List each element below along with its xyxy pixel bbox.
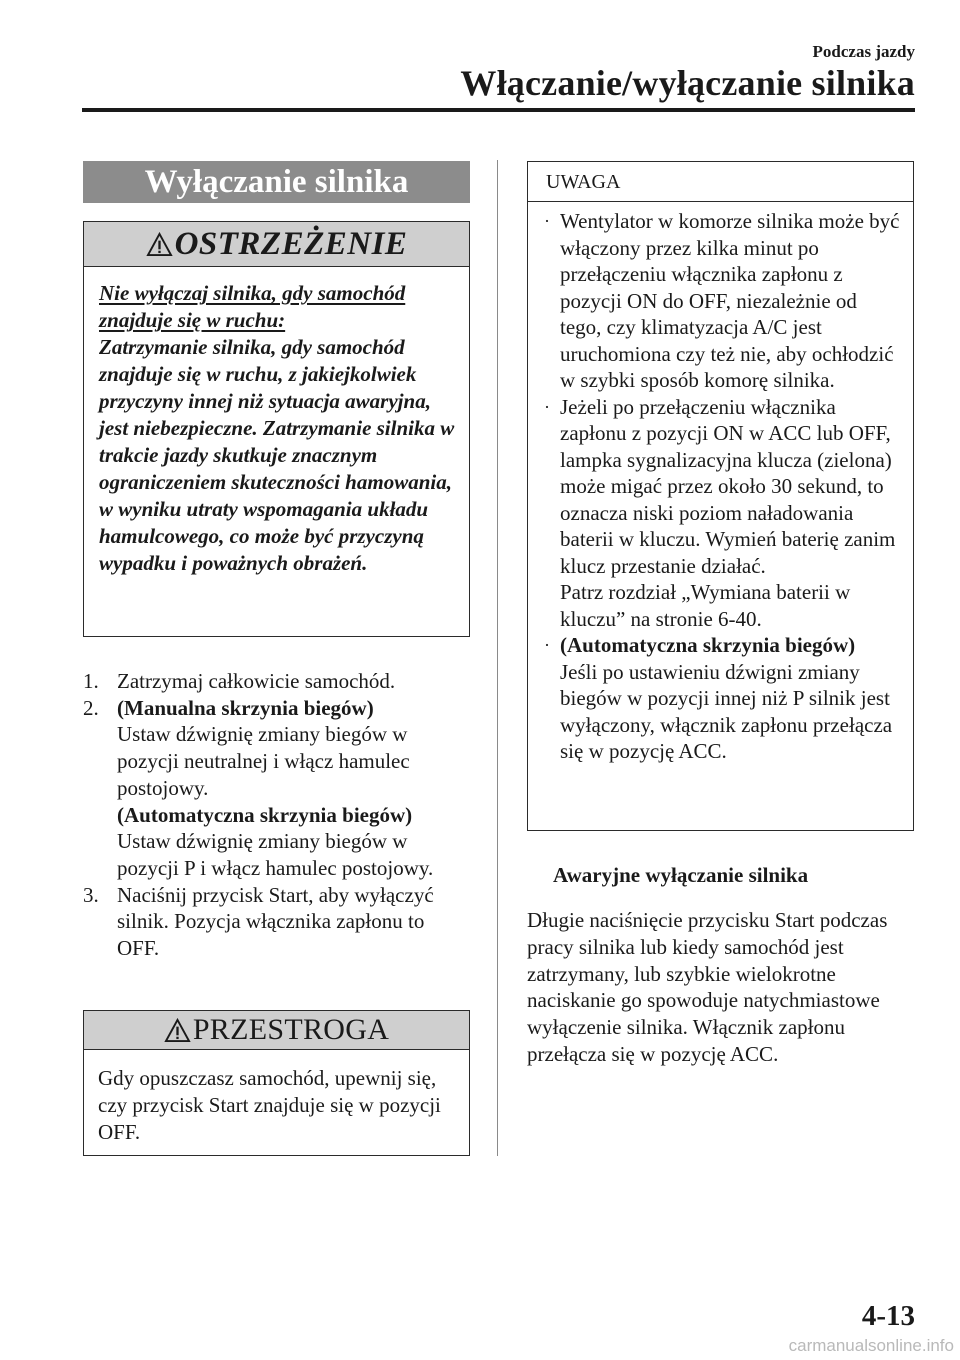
note-item-text: Jeśli po ustawieniu dźwigni zmiany biegów w pozycji innej niż P silnik jest wyłączony, włącznik zapłonu przełącza się w pozycję ACC.	[560, 659, 893, 763]
watermark: carmanualsonline.info	[788, 1336, 954, 1355]
bullet-dot-icon: ·	[544, 211, 550, 231]
warning-lead: Nie wyłączaj silnika, gdy samochód znajduje się w ruchu:	[99, 281, 406, 332]
warning-header	[84, 222, 469, 267]
bullet-dot-icon: ·	[544, 635, 550, 655]
warning-title: OSTRZEŻENIE	[174, 225, 408, 262]
caution-header	[84, 1011, 469, 1050]
warning-text: Zatrzymanie silnika, gdy samochód znajduje się w ruchu, z jakiejkolwiek przyczyny innej niż sytuacja awaryjna, jest niebezpieczne. Zatrzymanie silnika w trakcie jazdy skutkuje znacznym ograniczeniem skuteczności hamowania, w wyniku utraty wspomagania układu hamulcowego, co może być przyczyną wypadku i poważnych obrażeń.	[99, 335, 455, 575]
note-box	[527, 161, 914, 831]
step-number: 2.	[83, 695, 99, 720]
caution-text: Gdy opuszczasz samochód, upewnij się, czy przycisk Start znajduje się w pozycji OFF.	[98, 1066, 441, 1144]
step-text: Zatrzymaj całkowicie samochód.	[117, 669, 396, 693]
warning-triangle-icon	[146, 232, 173, 257]
step-manual-text: Ustaw dźwignię zmiany biegów w pozycji neutralnej i włącz hamulec postojowy.	[117, 722, 410, 800]
step-text: Naciśnij przycisk Start, aby wyłączyć silnik. Pozycja włącznika zapłonu to OFF.	[117, 882, 434, 961]
step-manual-heading: (Manualna skrzynia biegów)	[117, 695, 374, 720]
column-divider	[497, 160, 498, 1156]
note-item	[544, 632, 903, 765]
note-item	[544, 394, 903, 633]
warning-triangle-icon	[164, 1018, 191, 1043]
section-heading: Wyłączanie silnika	[83, 161, 470, 203]
running-header-title: Włączanie/wyłączanie silnika	[460, 63, 915, 103]
warning-box	[83, 221, 470, 637]
page-number: 4-13	[861, 1300, 915, 1332]
step-2	[83, 695, 470, 882]
step-auto-heading: (Automatyczna skrzynia biegów)	[117, 802, 413, 827]
caution-title: PRZESTROGA	[192, 1013, 390, 1046]
step-number: 3.	[83, 882, 99, 907]
warning-body	[99, 280, 455, 577]
step-auto-text: Ustaw dźwignię zmiany biegów w pozycji P i włącz hamulec postojowy.	[117, 829, 434, 880]
subsection-heading: Awaryjne wyłączanie silnika	[553, 863, 809, 887]
note-title: UWAGA	[528, 162, 913, 202]
procedure-steps	[83, 668, 470, 962]
header-rule	[82, 108, 915, 112]
note-item-reference: Patrz rozdział „Wymiana baterii w kluczu” na stronie 6-40.	[560, 580, 851, 631]
note-item-heading: (Automatyczna skrzynia biegów)	[560, 633, 856, 657]
bullet-dot-icon: ·	[544, 396, 550, 417]
note-item-text: Jeżeli po przełączeniu włącznika zapłonu z pozycji ON w ACC lub OFF, lampka sygnalizacyjna klucza (zielona) może migać przez około 30 sekund, to oznacza niski poziom naładowania baterii w kluczu. Wymień baterię zanim klucz przestanie działać.	[560, 394, 896, 578]
subsection-text: Długie naciśnięcie przycisku Start podczas pracy silnika lub kiedy samochód jest zatrzymany, lub szybkie wielokrotne naciskanie go spowoduje natychmiastowe wyłączenie silnika. Włącznik zapłonu przełącza się w pozycję ACC.	[527, 908, 888, 1066]
step-number: 1.	[83, 669, 99, 693]
note-body	[544, 208, 903, 765]
caution-box	[83, 1010, 470, 1156]
step-3	[83, 882, 470, 962]
running-header-section: Podczas jazdy	[812, 42, 915, 61]
note-item: · Wentylator w komorze silnika może być włączony przez kilka minut po przełączeniu włącznika zapłonu z pozycji ON do OFF, niezależnie od tego, czy klimatyzacja A/C jest uruchomiona czy też nie, aby ochłodzić w szybki sposób komorę silnika.	[544, 209, 900, 392]
step-1	[83, 668, 470, 695]
